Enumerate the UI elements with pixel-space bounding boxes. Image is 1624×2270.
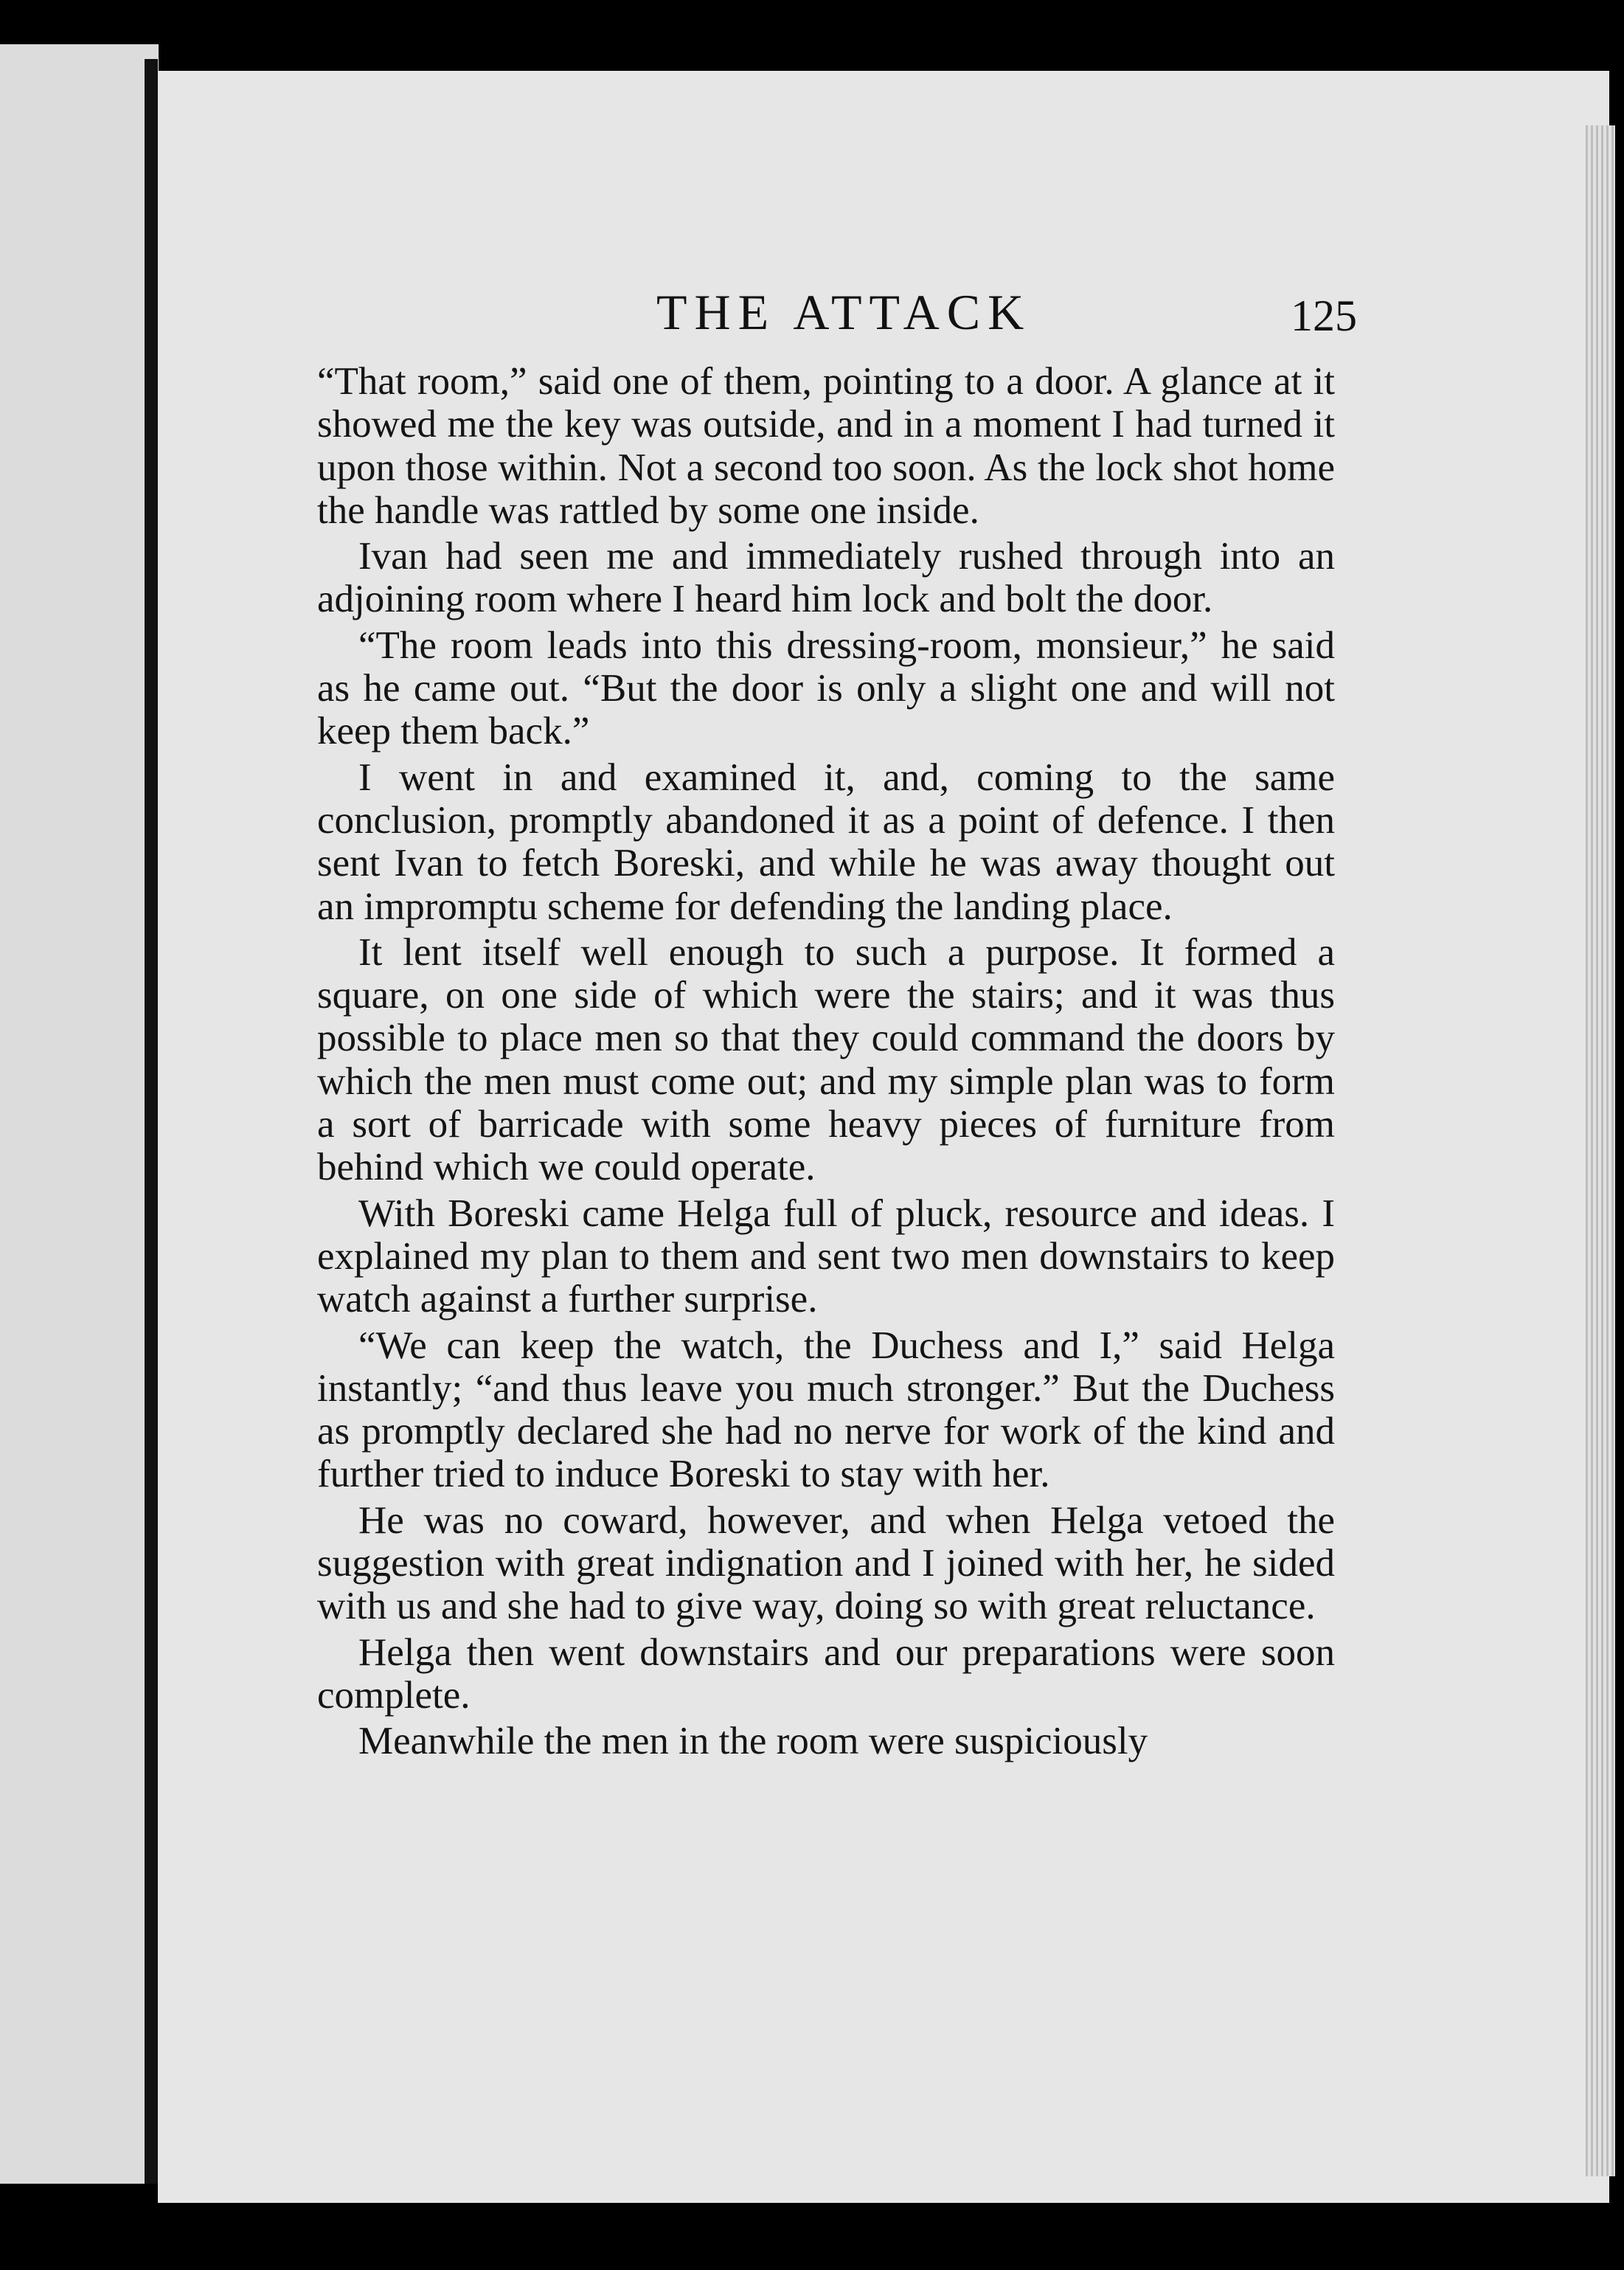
running-head xyxy=(310,283,1357,350)
paragraph: It lent itself well enough to such a purpose. It formed a square, on one side of which were the stairs; and it was thus possible to place men so that they could command the doors by which the men must come out; and my simple plan was to form a sort of barricade with some heavy pieces of furniture from behind which we could operate. xyxy=(317,930,1335,1189)
paragraph: “The room leads into this dressing-room, monsieur,” he said as he came out. “But the door is only a slight one and will not keep them back.” xyxy=(317,623,1335,753)
body-text xyxy=(317,360,1335,1766)
page-number: 125 xyxy=(1291,291,1357,340)
paragraph: He was no coward, however, and when Helga vetoed the suggestion with great indignation and I joined with her, he sided with us and she had to give way, doing so with great reluctance. xyxy=(317,1498,1335,1628)
chapter-title: THE ATTACK xyxy=(656,284,1032,340)
paragraph: Ivan had seen me and immediately rushed through into an adjoining room where I heard him lock and bolt the door. xyxy=(317,535,1335,621)
paragraph: “That room,” said one of them, pointing to a door. A glance at it showed me the key was outside, and in a moment I had turned it upon those within. Not a second too soon. As the lock shot home the handle was rattled by some one inside. xyxy=(317,360,1335,532)
paragraph: Meanwhile the men in the room were suspiciously xyxy=(358,1720,1148,1763)
paragraph: “We can keep the watch, the Duchess and I,” said Helga instantly; “and thus leave you much stronger.” But the Duchess as promptly declared she had no nerve for work of the kind and further tried to induce Boreski to stay with her. xyxy=(317,1323,1335,1496)
book-gutter xyxy=(145,59,158,2184)
page-edges xyxy=(1586,125,1615,2176)
paragraph: With Boreski came Helga full of pluck, resource and ideas. I explained my plan to them and sent two men downstairs to keep watch against a further surprise. xyxy=(317,1191,1335,1321)
paragraph: Helga then went downstairs and our preparations were soon complete. xyxy=(317,1630,1335,1717)
facing-page-edge xyxy=(0,44,159,2184)
paragraph: I went in and examined it, and, coming to the same conclusion, promptly abandoned it as a point of defence. I then sent Ivan to fetch Boreski, and while he was away thought out an impromptu scheme for defending the landing place. xyxy=(317,755,1335,928)
